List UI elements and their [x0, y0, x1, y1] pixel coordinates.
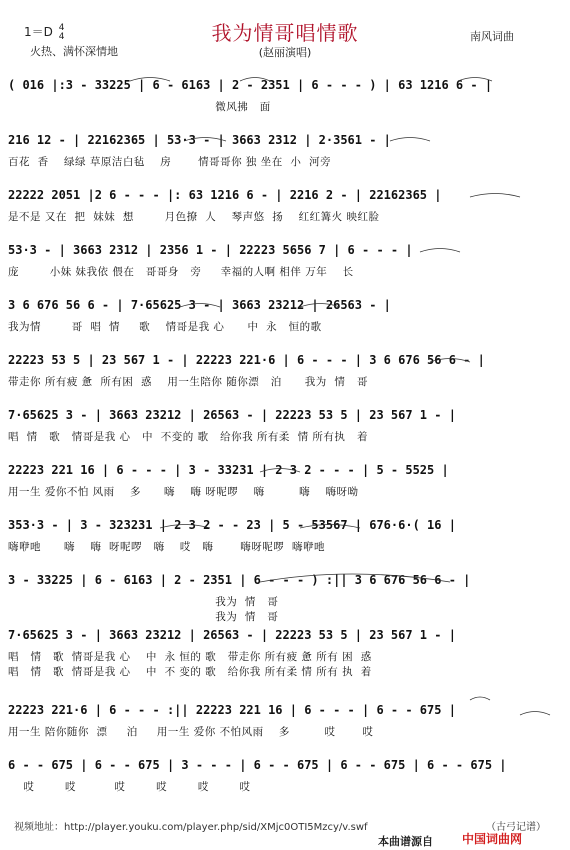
- video-url[interactable]: 视频地址：http://player.youku.com/player.php/sid/XMjc0OTI5Mzcy/v.swf: [14, 822, 368, 833]
- lyric-line: 百花 香 绿绿 草原洁白毡 房 情哥哥你 独 坐在 小 河旁: [8, 156, 332, 168]
- singer-credit: (赵丽演唱): [258, 46, 312, 59]
- time-bottom: 4: [58, 31, 65, 42]
- slur-arc: [470, 697, 490, 700]
- time-top: 4: [58, 22, 65, 33]
- lyric-line: 唱 情 歌 情哥是我 心 中 不变的 歌 给你我 所有柔 情 所有执 着: [8, 431, 368, 443]
- site-logo[interactable]: 中国词曲网: [462, 832, 523, 846]
- lyric-line: 用一生 爱你不怕 风雨 多 嗨 嗨 呀呢啰 嗨 嗨 嗨呀呦: [8, 486, 359, 498]
- notation-line: 22223 221·6 | 6 - - - :|| 22223 221 16 | 6 - - - | 6 - - 675 |: [8, 703, 456, 717]
- notation-line: 3 6 676 56 6 - | 7·65625 3 - | 3663 23212 | 26563 - |: [8, 298, 391, 312]
- source-label: 本曲谱源自: [378, 835, 433, 848]
- transcriber-note: （古弓记谱）: [486, 822, 546, 833]
- notation-line: 22223 53 5 | 23 567 1 - | 22223 221·6 | 6 - - - | 3 6 676 56 6 - |: [8, 353, 485, 367]
- notation-line: 22223 221 16 | 6 - - - | 3 - 33231 | 2 3 2 - - - | 5 - 5525 |: [8, 463, 449, 477]
- notation-line: 7·65625 3 - | 3663 23212 | 26563 - | 22223 53 5 | 23 567 1 - |: [8, 628, 456, 642]
- notation-line: 7·65625 3 - | 3663 23212 | 26563 - | 22223 53 5 | 23 567 1 - |: [8, 408, 456, 422]
- lyric-line: 我为情 哥 唱 情 歌 情哥是我 心 中 永 恒的歌: [8, 321, 322, 333]
- lyric-line: 嗨咿吔 嗨 嗨 呀呢啰 嗨 哎 嗨 嗨呀呢啰 嗨咿吔: [8, 541, 325, 553]
- notation-line: 216 12 - | 22162365 | 53·3 - | 3663 2312 | 2·3561 - |: [8, 133, 391, 147]
- notation-line: 22222 2051 |2 6 - - - |: 63 1216 6 - | 2216 2 - | 22162365 |: [8, 188, 442, 202]
- notation-line: 3 - 33225 | 6 - 6163 | 2 - 2351 | 6 - - - ) :|| 3 6 676 56 6 - |: [8, 573, 471, 587]
- composer-credit: 南风词曲: [470, 30, 514, 43]
- lyric-line: 我为 情 哥 我为 情 哥: [215, 596, 279, 623]
- notation-line: 353·3 - | 3 - 323231 | 2 3 2 - - 23 | 5 - 53567 | 676·6·( 16 |: [8, 518, 456, 532]
- lyric-line: 带走你 所有疲 惫 所有困 惑 用一生陪你 随你漂 泊 我为 情 哥: [8, 376, 368, 388]
- lyric-line: 是不是 又在 把 妹妹 想 月色撩 人 琴声悠 扬 红红篝火 映红脸: [8, 211, 380, 223]
- lyric-line: 庞 小妹 妹我依 偎在 哥哥身 旁 幸福的人啊 相伴 万年 长: [8, 266, 354, 278]
- lyric-line: 哎 哎 哎 哎 哎 哎: [8, 781, 251, 793]
- key-text: 1＝D: [24, 25, 53, 39]
- song-title: 我为情哥唱情歌: [211, 21, 359, 45]
- notation-line: 6 - - 675 | 6 - - 675 | 3 - - - | 6 - - 675 | 6 - - 675 | 6 - - 675 |: [8, 758, 507, 772]
- lyric-line: 用一生 陪你随你 漂 泊 用一生 爱你 不怕风雨 多 哎 哎: [8, 726, 374, 738]
- notation-line: 53·3 - | 3663 2312 | 2356 1 - | 22223 5656 7 | 6 - - - |: [8, 243, 413, 257]
- lyric-line: 唱 情 歌 情哥是我 心 中 永 恒的 歌 带走你 所有疲 惫 所有 困 惑 唱 情 歌 情哥是我 心 中 不 变的 歌 给你我 所有柔 情 所有 执 着: [8, 651, 372, 678]
- notation-line: ( 016 |:3 - 33225 | 6 - 6163 | 2 - 2351 | 6 - - - ) | 63 1216 6 - |: [8, 78, 493, 92]
- lyric-line: 微风拂 面: [8, 101, 271, 113]
- tempo-mood: 火热、满怀深情地: [30, 45, 118, 58]
